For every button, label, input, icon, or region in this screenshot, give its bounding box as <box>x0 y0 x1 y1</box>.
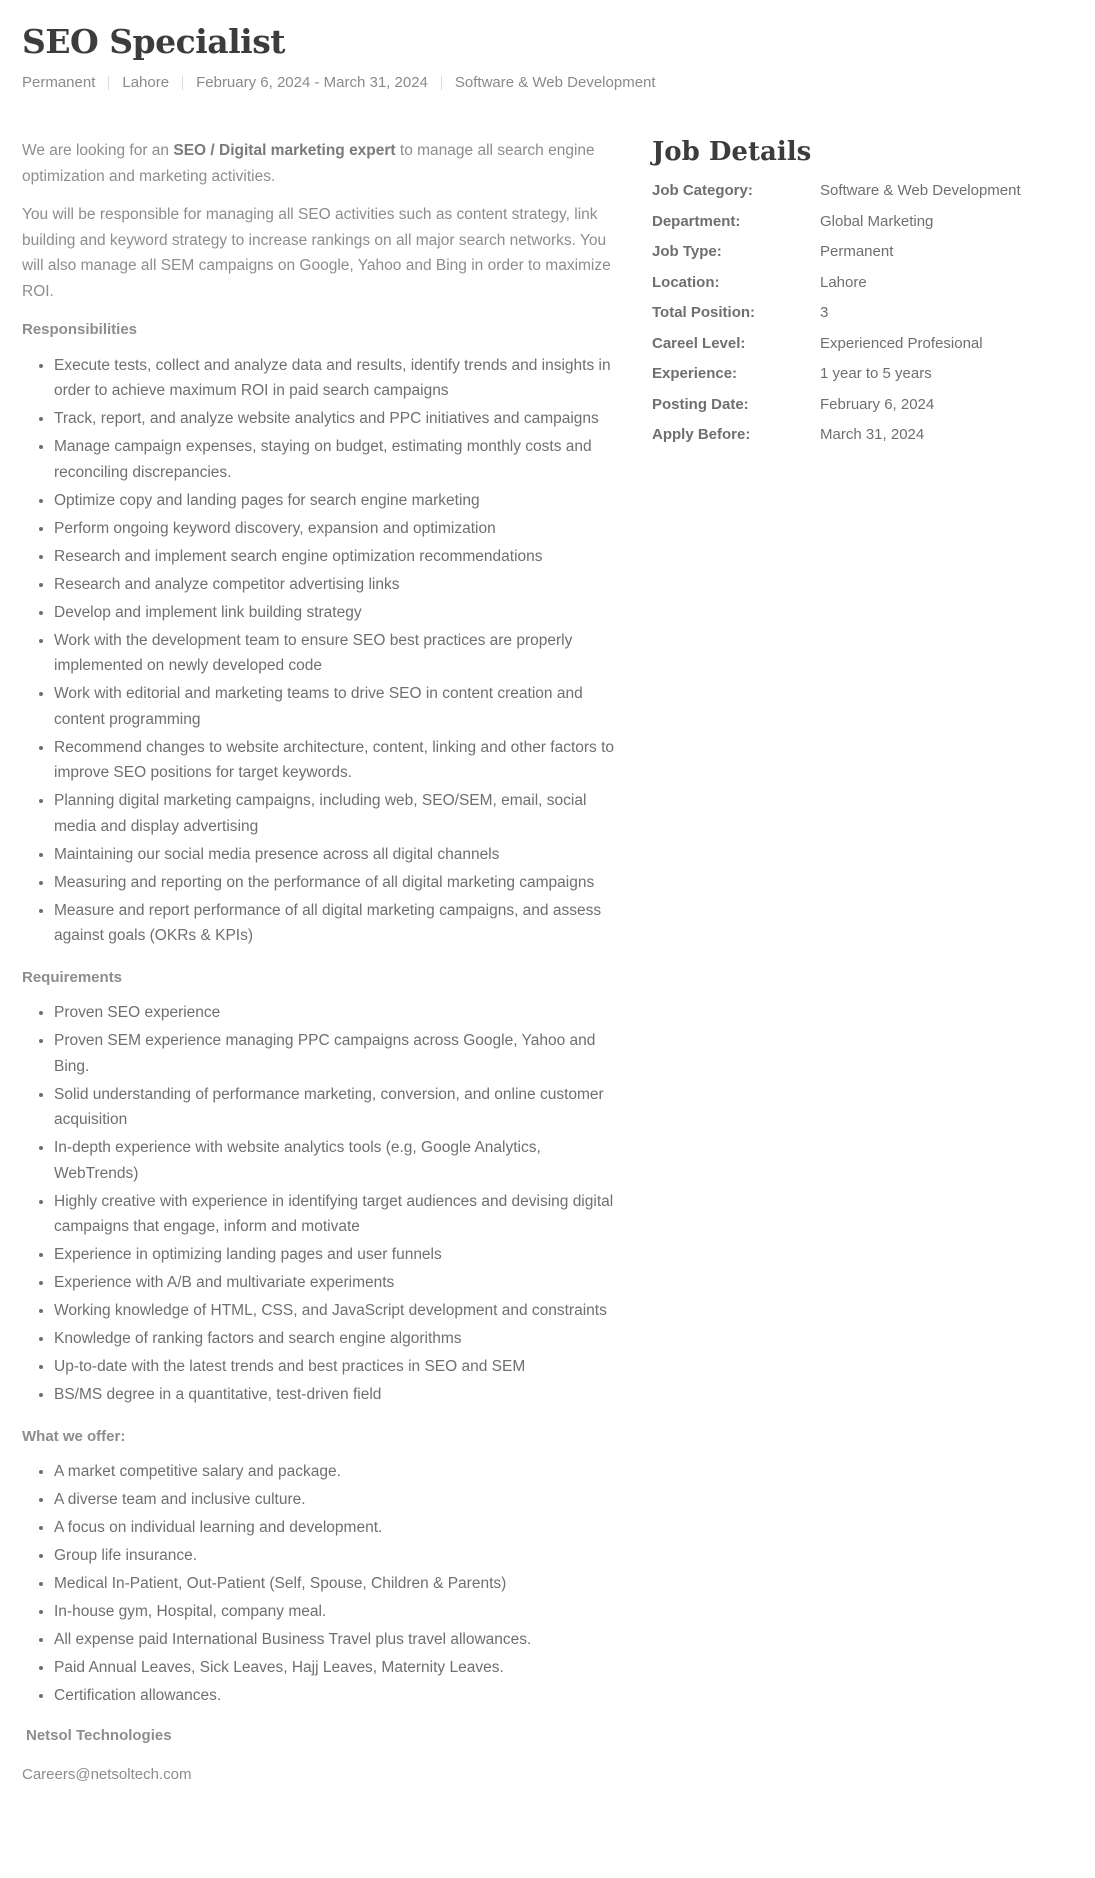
list-item: • Certification allowances. <box>54 1683 622 1709</box>
detail-value: Global Marketing <box>820 212 934 230</box>
requirements-heading: Requirements <box>22 968 123 986</box>
list-item: • Group life insurance. <box>54 1543 622 1569</box>
detail-row-total-position <box>652 298 1073 329</box>
detail-row-job-type <box>652 237 1073 268</box>
detail-value: Lahore <box>820 273 867 291</box>
list-item: • Work with editorial and marketing teams to drive SEO in content creation and content programming <box>54 681 622 732</box>
list-item: • Track, report, and analyze website analytics and PPC initiatives and campaigns <box>54 406 622 432</box>
detail-row-location <box>652 268 1073 299</box>
list-item: • Solid understanding of performance marketing, conversion, and online customer acquisition <box>54 1082 622 1133</box>
meta-divider <box>182 76 183 90</box>
list-item: • All expense paid International Business Travel plus travel allowances. <box>54 1627 622 1653</box>
list-item: • Perform ongoing keyword discovery, expansion and optimization <box>54 516 622 542</box>
list-item: • In-house gym, Hospital, company meal. <box>54 1599 622 1625</box>
list-item: • Paid Annual Leaves, Sick Leaves, Hajj Leaves, Maternity Leaves. <box>54 1655 622 1681</box>
detail-label: Careel Level: <box>652 334 746 352</box>
list-item: • Proven SEM experience managing PPC campaigns across Google, Yahoo and Bing. <box>54 1028 622 1079</box>
list-item: • Work with the development team to ensure SEO best practices are properly implemented on newly developed code <box>54 628 622 679</box>
detail-label: Experience: <box>652 365 738 382</box>
intro-highlight: SEO / Digital marketing expert <box>173 142 396 159</box>
meta-divider <box>441 76 442 90</box>
list-item: • Execute tests, collect and analyze data and results, identify trends and insights in order to achieve maximum ROI in paid search campaigns <box>54 353 622 404</box>
detail-value: March 31, 2024 <box>820 426 925 443</box>
detail-label: Total Position: <box>652 304 756 321</box>
list-item: • Measure and report performance of all digital marketing campaigns, and assess against goals (OKRs & KPIs) <box>54 898 622 949</box>
list-item: • A diverse team and inclusive culture. <box>54 1487 622 1513</box>
responsibility-paragraph: You will be responsible for managing all SEO activities such as content strategy, link building and keyword strategy to increase rankings on all major search networks. You will also manage all SEM campaigns on Google, Yahoo and Bing in order to maximize ROI. <box>22 206 611 300</box>
detail-value: Permanent <box>820 243 894 260</box>
job-description <box>22 138 622 1788</box>
detail-value: February 6, 2024 <box>820 395 935 413</box>
list-item: • BS/MS degree in a quantitative, test-driven field <box>54 1382 622 1408</box>
detail-row-experience <box>652 359 1073 390</box>
detail-label: Job Category: <box>652 182 753 199</box>
company-name: Netsol Technologies <box>26 1726 172 1744</box>
detail-label: Job Type: <box>652 243 722 260</box>
detail-row-department <box>652 207 1073 238</box>
page-title: SEO Specialist <box>22 22 286 61</box>
list-item: • Experience with A/B and multivariate experiments <box>54 1270 622 1296</box>
list-item: • Measuring and reporting on the performance of all digital marketing campaigns <box>54 870 622 896</box>
detail-label: Apply Before: <box>652 426 751 443</box>
list-item: • Maintaining our social media presence across all digital channels <box>54 842 622 868</box>
detail-row-career-level <box>652 329 1073 360</box>
list-item: • A market competitive salary and package. <box>54 1459 622 1485</box>
meta-location: Lahore <box>122 74 170 91</box>
list-item: • Proven SEO experience <box>54 1000 622 1026</box>
list-item: • Working knowledge of HTML, CSS, and JavaScript development and constraints <box>54 1298 622 1324</box>
detail-row-apply-before <box>652 420 1073 451</box>
careers-email: Careers@netsoltech.com <box>22 1766 192 1783</box>
job-details-panel <box>652 138 1073 1788</box>
requirements-list <box>22 1000 622 1408</box>
list-item: • Up-to-date with the latest trends and best practices in SEO and SEM <box>54 1354 622 1380</box>
detail-value: Experienced Profesional <box>820 334 983 352</box>
intro-text: We are looking for an <box>22 142 174 159</box>
detail-value: Software & Web Development <box>820 182 1021 199</box>
list-item: • Optimize copy and landing pages for search engine marketing <box>54 488 622 514</box>
list-item: • Knowledge of ranking factors and search engine algorithms <box>54 1326 622 1352</box>
responsibilities-list <box>22 353 622 949</box>
list-item: • Research and analyze competitor advertising links <box>54 572 622 598</box>
intro-paragraph <box>22 138 622 189</box>
offer-list <box>22 1459 622 1709</box>
list-item: • Develop and implement link building strategy <box>54 600 622 626</box>
detail-row-posting-date <box>652 390 1073 421</box>
detail-value: 1 year to 5 years <box>820 365 932 382</box>
list-item: • Research and implement search engine optimization recommendations <box>54 544 622 570</box>
detail-label: Department: <box>652 212 741 230</box>
meta-job-type: Permanent <box>22 74 96 91</box>
detail-label: Posting Date: <box>652 395 749 413</box>
job-header <box>22 0 1073 94</box>
intro-text: to manage all search engine optimization and marketing activities. <box>22 142 595 185</box>
detail-value: 3 <box>820 304 829 321</box>
list-item: • A focus on individual learning and development. <box>54 1515 622 1541</box>
detail-row-category <box>652 176 1073 207</box>
offer-heading: What we offer: <box>22 1427 126 1445</box>
list-item: • Recommend changes to website architecture, content, linking and other factors to improve SEO positions for target keywords. <box>54 735 622 786</box>
job-details-heading: Job Details <box>652 137 812 167</box>
meta-divider <box>108 76 109 90</box>
list-item: • Planning digital marketing campaigns, including web, SEO/SEM, email, social media and display advertising <box>54 788 622 839</box>
detail-label: Location: <box>652 273 720 291</box>
list-item: • Highly creative with experience in identifying target audiences and devising digital campaigns that engage, inform and motivate <box>54 1189 622 1240</box>
meta-date-range: February 6, 2024 - March 31, 2024 <box>196 74 428 91</box>
list-item: • Experience in optimizing landing pages and user funnels <box>54 1242 622 1268</box>
list-item: • Manage campaign expenses, staying on budget, estimating monthly costs and reconciling discrepancies. <box>54 434 622 485</box>
meta-category: Software & Web Development <box>454 74 656 91</box>
list-item: • Medical In-Patient, Out-Patient (Self, Spouse, Children & Parents) <box>54 1571 622 1597</box>
list-item: • In-depth experience with website analytics tools (e.g, Google Analytics, WebTrends) <box>54 1135 622 1186</box>
job-meta <box>22 72 1073 94</box>
content-columns <box>22 138 1073 1788</box>
responsibilities-heading: Responsibilities <box>22 321 138 338</box>
